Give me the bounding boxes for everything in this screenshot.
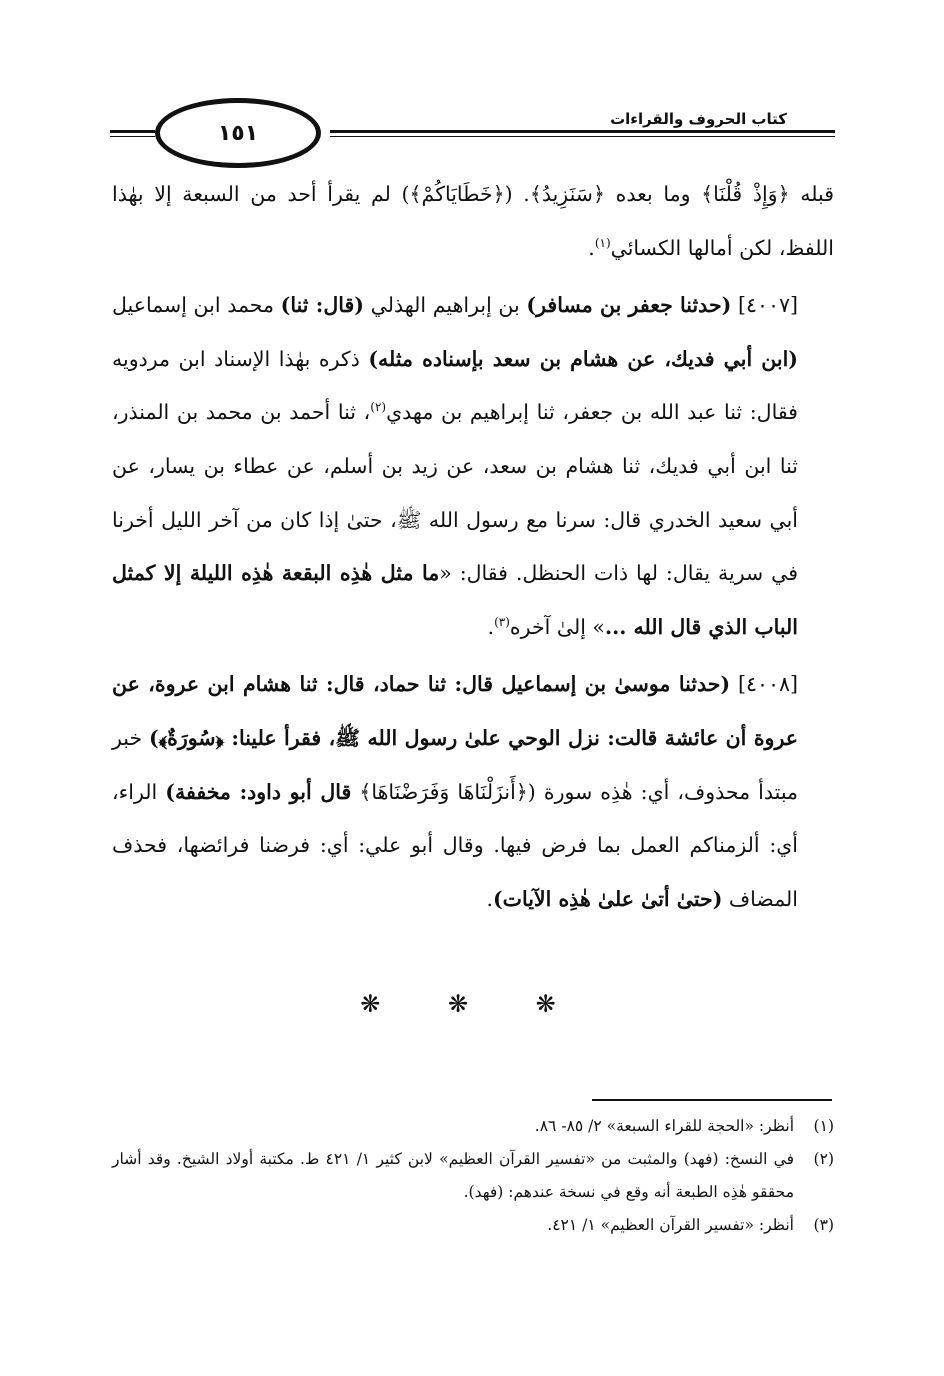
footnote-text: في النسخ: (فهد) والمثبت من «تفسير القرآن العظيم» لابن كثير ١/ ٤٢١ ط. مكتبة أولاد الشيخ. وقد أشار محققو هٰذِه الطبعة أنه وقع في نسخة عندهم: (فهد).	[112, 1150, 794, 1201]
hadith-4007	[112, 279, 834, 654]
footnote-ref: (١)	[594, 235, 611, 250]
isnad-text: (حتىٰ أتىٰ علىٰ هٰذِه الآيات)	[492, 886, 723, 911]
hadith-4008	[112, 658, 834, 926]
page-number-ring	[155, 98, 321, 168]
commentary-text: ذكره بهٰذا الإسناد ابن مردويه فقال: ثنا عبد الله بن جعفر، ثنا إبراهيم بن مهدي	[112, 346, 798, 425]
commentary-text: بن إبراهيم الهذلي	[363, 293, 527, 318]
commentary-text: محمد ابن إسماعيل	[112, 293, 281, 318]
header-rule-left	[110, 130, 155, 133]
punctuation: .	[588, 235, 595, 260]
footnote-number: (٣)	[813, 1216, 834, 1234]
section-separator: ❋ ❋ ❋	[360, 990, 586, 1018]
isnad-text: (حدثنا جعفر بن مسافر)	[526, 293, 732, 318]
commentary-text: » إلىٰ آخره	[509, 614, 605, 639]
footnote-text: أنظر: «الحجة للقراء السبعة» ٢/ ٨٥- ٨٦.	[534, 1117, 794, 1135]
punctuation: .	[487, 614, 495, 639]
footnote-number: (١)	[813, 1117, 834, 1135]
isnad-text: قال أبو داود: مخففة)	[165, 779, 352, 804]
hadith-number: [٤٠٠٨]	[737, 672, 798, 697]
commentary-text: الراء، أي: ألزمناكم العمل بما فرض فيها. وقال أبو علي: أي: فرضنا فرائضها، فحذف المضاف	[112, 779, 798, 911]
footnote-2	[112, 1143, 834, 1209]
commentary-text: ، ثنا أحمد بن محمد بن المنذر، ثنا ابن أبي فديك، ثنا هشام بن سعد، عن زيد بن أسلم، عن عطاء بن يسار، عن أبي سعيد الخدري قال: سرنا مع رسول الله ﷺ، حتىٰ إذا كان من آخر الليل أخرنا في سرية يقال: لها ذات الحنظل. فقال: «	[112, 400, 798, 586]
footnote-number: (٢)	[813, 1150, 834, 1168]
page-header	[110, 92, 835, 172]
header-rule-thin	[330, 136, 835, 137]
isnad-text: (ابن أبي فديك، عن هشام بن سعد بإسناده مثله)	[368, 346, 798, 371]
footnote-text: أنظر: «تفسير القرآن العظيم» ١/ ٤٢١.	[547, 1216, 794, 1234]
commentary-text: خبر مبتدأ محذوف، أي: هٰذِه سورة (﴿أَنزَلْنَاهَا وَفَرَضْنَاهَا﴾	[112, 725, 798, 804]
footnote-1	[112, 1110, 834, 1143]
hadith-matn: ما مثل هٰذِه البقعة هٰذِه الليلة إلا كمثل الباب الذي قال الله ...	[112, 561, 798, 639]
main-text	[112, 168, 834, 926]
isnad-text: (قال: ثنا)	[280, 293, 364, 318]
header-rule-left-thin	[110, 136, 155, 137]
header-rule	[330, 130, 835, 133]
footnote-ref: (٣)	[494, 614, 510, 629]
punctuation: .	[486, 886, 493, 911]
page-number: ١٥١	[217, 120, 259, 146]
footnote-rule	[592, 1099, 832, 1101]
paragraph-1	[112, 168, 834, 275]
footnotes	[112, 1110, 834, 1242]
footnote-ref: (٢)	[370, 400, 387, 415]
running-title: كتاب الحروف والقراءات	[602, 110, 795, 128]
footnote-3	[112, 1209, 834, 1242]
hadith-number: [٤٠٠٧]	[737, 293, 799, 318]
isnad-text: (حدثنا موسىٰ بن إسماعيل قال: ثنا حماد، قال: ثنا هشام ابن عروة، عن عروة أن عائشة قالت: نزل الوحي علىٰ رسول الله ﷺ، فقرأ علينا: ﴿سُورَةٌ﴾)	[112, 672, 799, 750]
paragraph-text: قبله ﴿وَإِذْ قُلْنَا﴾ وما بعده ﴿سَنَزِيدُ﴾. (﴿خَطَايَاكُمْ﴾) لم يقرأ أحد من السبعة إلا بهٰذا اللفظ، لكن أمالها الكسائي	[112, 182, 834, 260]
